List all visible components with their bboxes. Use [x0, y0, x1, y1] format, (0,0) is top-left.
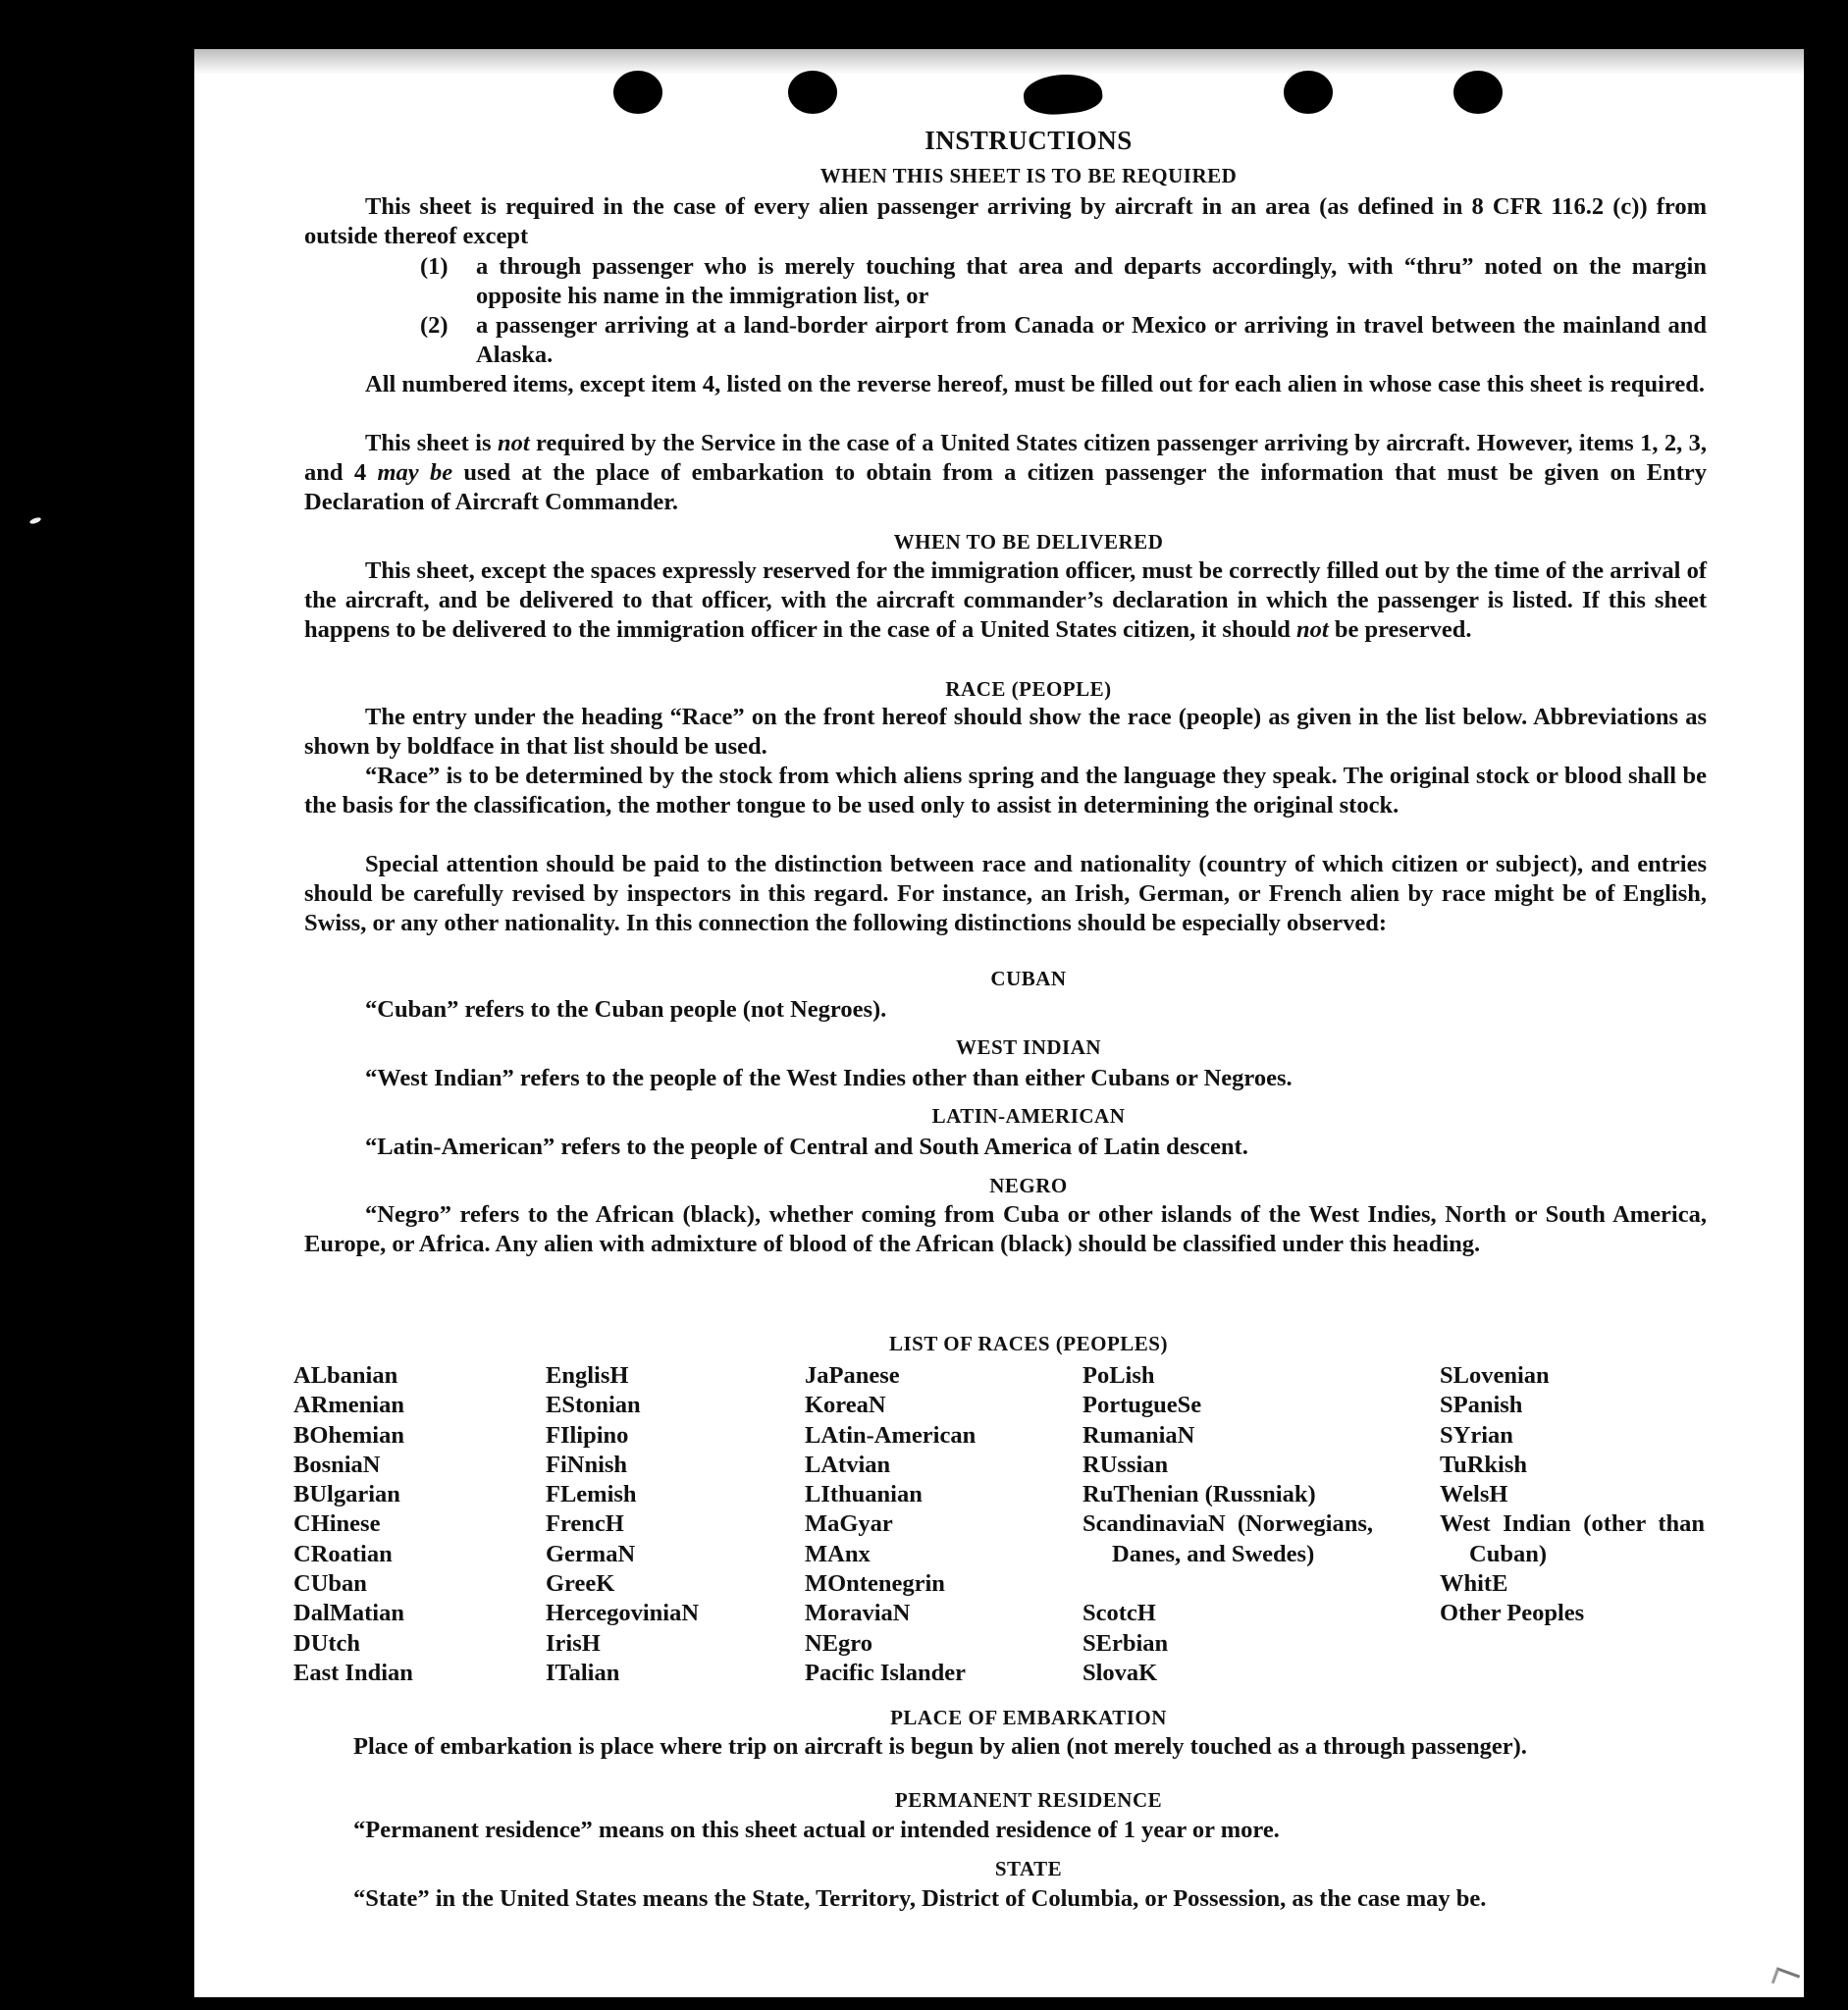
heading-west-indian: WEST INDIAN — [955, 1035, 1102, 1059]
races-column-3 — [805, 1361, 976, 1688]
race-item: ITalian — [546, 1659, 620, 1686]
race-item: CUban — [293, 1570, 367, 1598]
race-item: ALbanian — [293, 1362, 398, 1389]
heading-race: RACE (PEOPLE) — [945, 677, 1112, 701]
punch-hole — [613, 71, 662, 114]
paragraph-state: “State” in the United States means the State, Territory, District of Columbia, or Possession, as the case may be. — [353, 1885, 1487, 1912]
race-item: WhitE — [1440, 1570, 1508, 1598]
scan-shadow — [194, 49, 1804, 75]
paragraph-embarkation: Place of embarkation is place where trip on aircraft is begun by alien (not merely touched as a through passenger). — [353, 1733, 1527, 1760]
race-item: EnglisH — [546, 1362, 629, 1389]
heading-negro: NEGRO — [989, 1174, 1068, 1197]
heading-latin-american: LATIN-AMERICAN — [931, 1104, 1126, 1128]
race-item: SYrian — [1440, 1421, 1513, 1449]
corner-fold — [1771, 1967, 1800, 1991]
race-item: SlovaK — [1082, 1659, 1158, 1686]
race-item: DUtch — [293, 1629, 361, 1657]
race-item: FiNnish — [546, 1451, 628, 1478]
race-item: BUlgarian — [293, 1481, 400, 1508]
race-item: RUssian — [1082, 1451, 1169, 1478]
race-item: BosniaN — [293, 1451, 381, 1478]
exception-1: (1) a through passenger who is merely touching that area and departs accordingly, with “thru” noted on the margin opposite his name in the immigration list, or — [420, 253, 1707, 309]
paragraph-required-1: This sheet is required in the case of every alien passenger arriving by aircraft in an area (as defined in 8 CFR 116.2 (c)) from outside thereof except — [304, 193, 1707, 249]
race-item: TuRkish — [1440, 1451, 1528, 1478]
races-column-2 — [546, 1361, 699, 1688]
race-item: IrisH — [546, 1629, 601, 1657]
race-item: ARmenian — [293, 1392, 404, 1419]
race-item: FIlipino — [546, 1421, 629, 1449]
race-item: Pacific Islander — [805, 1659, 966, 1686]
heading-required: WHEN THIS SHEET IS TO BE REQUIRED — [819, 164, 1238, 187]
heading-embarkation: PLACE OF EMBARKATION — [890, 1706, 1167, 1729]
paragraph-negro: “Negro” refers to the African (black), whether coming from Cuba or other islands of the West Indies, North or South America, Europe, or Africa. Any alien with admixture of blood of the African (black) should be classified under this heading. — [304, 1201, 1707, 1257]
race-item: RumaniaN — [1082, 1421, 1195, 1449]
document-sheet — [194, 49, 1804, 1997]
race-item: DalMatian — [293, 1600, 404, 1627]
paragraph-race-2: “Race” is to be determined by the stock from which aliens spring and the language they speak. The original stock or blood shall be the basis for the classification, the mother tongue to be used only to assist in determining the original stock. — [304, 763, 1707, 819]
race-item: RuThenian (Russniak) — [1082, 1481, 1316, 1508]
race-item: FLemish — [546, 1481, 637, 1508]
race-item: FrencH — [546, 1510, 624, 1538]
race-item: KoreaN — [805, 1392, 886, 1419]
race-item: SPanish — [1440, 1392, 1523, 1419]
paragraph-cuban: “Cuban” refers to the Cuban people (not Negroes). — [365, 996, 887, 1023]
punch-hole — [788, 71, 837, 114]
race-item: CRoatian — [293, 1540, 393, 1567]
heading-cuban: CUBAN — [990, 967, 1067, 990]
paragraph-west-indian: “West Indian” refers to the people of the West Indies other than either Cubans or Negroes. — [365, 1065, 1293, 1091]
paragraph-required-2: All numbered items, except item 4, listed on the reverse hereof, must be filled out for each alien in whose case this sheet is required. — [365, 371, 1706, 397]
race-item: PortugueSe — [1082, 1392, 1202, 1419]
scan-speck — [1727, 79, 1733, 83]
race-item: JaPanese — [805, 1362, 900, 1389]
race-item: EStonian — [546, 1392, 641, 1419]
race-item: LIthuanian — [805, 1481, 923, 1508]
race-item: MoraviaN — [805, 1600, 911, 1627]
paragraph-latin-american: “Latin-American” refers to the people of Central and South America of Latin descent. — [365, 1134, 1248, 1160]
punch-hole — [1453, 71, 1503, 114]
race-item: SLovenian — [1440, 1362, 1550, 1389]
heading-state: STATE — [994, 1857, 1063, 1880]
race-item: MaGyar — [805, 1510, 893, 1538]
races-column-1 — [293, 1361, 413, 1688]
paragraph-permanent-residence: “Permanent residence” means on this sheet actual or intended residence of 1 year or more. — [353, 1817, 1280, 1843]
exception-2: (2) a passenger arriving at a land-border airport from Canada or Mexico or arriving in travel between the mainland and Alaska. — [420, 312, 1707, 368]
page-title: INSTRUCTIONS — [924, 126, 1133, 155]
race-item: LAtvian — [805, 1451, 891, 1478]
race-item: Other Peoples — [1440, 1600, 1585, 1627]
race-item: SErbian — [1082, 1629, 1169, 1657]
heading-permanent-residence: PERMANENT RESIDENCE — [894, 1788, 1163, 1812]
race-item: GermaN — [546, 1540, 636, 1567]
races-column-5 — [1440, 1361, 1705, 1629]
race-item: LAtin-American — [805, 1421, 977, 1449]
race-item: ScotcH — [1082, 1600, 1156, 1627]
scan-speck — [29, 516, 42, 525]
race-item: CHinese — [293, 1510, 381, 1538]
paragraph-required-3: This sheet is not required by the Service in the case of a United States citizen passenger arriving by aircraft. However, items 1, 2, 3, and 4 may be used at the place of embarkation to obtain from a citizen passenger the information that must be given on Entry Declaration of Aircraft Commander. — [304, 430, 1708, 515]
race-item: East Indian — [293, 1659, 413, 1686]
race-item: HercegoviniaN — [546, 1600, 700, 1627]
paragraph-race-1: The entry under the heading “Race” on the front hereof should show the race (people) as given in the list below. Abbreviations as shown by boldface in that list should be used. — [304, 704, 1707, 760]
punch-hole — [1022, 71, 1104, 118]
race-item: WelsH — [1440, 1481, 1508, 1508]
heading-list-of-races: LIST OF RACES (PEOPLES) — [889, 1332, 1168, 1355]
race-item: BOhemian — [293, 1421, 404, 1449]
punch-hole — [1284, 71, 1333, 114]
race-item: NEgro — [805, 1629, 872, 1657]
races-column-4 — [1082, 1361, 1373, 1688]
race-item: West Indian (other than Cuban) — [1440, 1510, 1705, 1567]
heading-delivered: WHEN TO BE DELIVERED — [893, 530, 1164, 554]
race-item: MAnx — [805, 1540, 871, 1567]
race-item: GreeK — [546, 1570, 615, 1598]
paragraph-race-3: Special attention should be paid to the distinction between race and nationality (country of which citizen or subject), and entries should be carefully revised by inspectors in this regard. For instance, an Irish, German, or French alien by race might be of English, Swiss, or any other nationality. In this connection the following distinctions should be especially observed: — [304, 851, 1707, 936]
race-item: PoLish — [1082, 1362, 1155, 1389]
race-item: ScandinaviaN (Norwegians, Danes, and Swedes) — [1082, 1510, 1373, 1567]
race-item: MOntenegrin — [805, 1570, 945, 1598]
paragraph-delivered: This sheet, except the spaces expressly reserved for the immigration officer, must be correctly filled out by the time of the arrival of the aircraft, and be delivered to that officer, with the aircraft commander’s declaration in which the passenger is listed. If this sheet happens to be delivered to the immigration officer in the case of a United States citizen, it should not be preserved. — [304, 557, 1707, 643]
